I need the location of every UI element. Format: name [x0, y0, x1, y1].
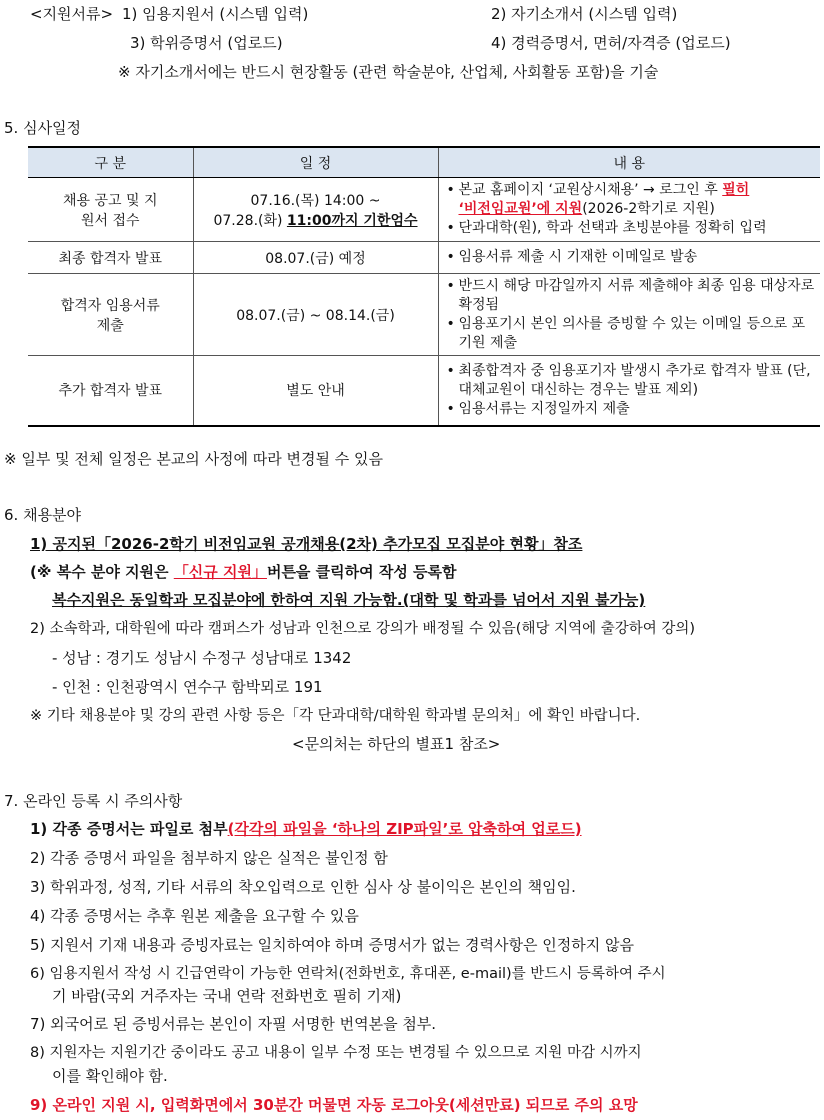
row-content: • 본교 홈페이지 ‘교원상시채용’ → 로그인 후 필히 ‘비전임교원’에 지원(2026-2학기로 지원) • 단과대학(원), 학과 선택과 초빙분야를 정확히 입력: [438, 178, 820, 242]
section6-contact: <문의처는 하단의 별표1 참조>: [292, 735, 501, 753]
row-category: 추가 합격자 발표: [28, 356, 193, 426]
section6-incheon: - 인천 : 인천광역시 연수구 함박뫼로 191: [52, 678, 323, 696]
row-content: • 반드시 해당 마감일까지 서류 제출해야 최종 임용 대상자로 확정됨 • 임용포기시 본인 의사를 증빙할 수 있는 이메일 등으로 포기원 제출: [438, 274, 820, 356]
row-content: • 최종합격자 중 임용포기자 발생시 추가로 합격자 발표 (단, 대체교원이 대신하는 경우는 발표 제외) • 임용서류는 지정일까지 제출: [438, 356, 820, 426]
section7-item-4: 4) 각종 증명서는 추후 원본 제출을 요구할 수 있음: [30, 907, 359, 925]
section7-item-2: 2) 각종 증명서 파일을 첨부하지 않은 실적은 불인정 함: [30, 849, 388, 867]
row-category: 채용 공고 및 지원서 접수: [28, 178, 193, 242]
schedule-header-row: [28, 147, 820, 178]
table-row: [28, 178, 820, 242]
section6-item-2: 2) 소속학과, 대학원에 따라 캠퍼스가 성남과 인천으로 강의가 배정될 수 있음(해당 지역에 출강하여 강의): [30, 621, 696, 637]
header-schedule: 일 정: [193, 147, 438, 178]
section7-item-8a: 8) 지원자는 지원기간 중이라도 공고 내용이 일부 수정 또는 변경될 수 있으므로 지원 마감 시까지: [30, 1045, 642, 1061]
docs-note: ※ 자기소개서에는 반드시 현장활동 (관련 학술분야, 산업체, 사회활동 포함)을 기술: [118, 63, 659, 81]
section7-item-3: 3) 학위과정, 성적, 기타 서류의 착오입력으로 인한 심사 상 불이익은 본인의 책임임.: [30, 878, 576, 896]
section7-item-1: 1) 각종 증명서는 파일로 첨부(각각의 파일을 ‘하나의 ZIP파일’로 압축하여 업로드): [30, 820, 582, 838]
section7-title: 7. 온라인 등록 시 주의사항: [4, 792, 183, 810]
section6-item-1c: 복수지원은 동일학과 모집분야에 한하여 지원 가능함.(대학 및 학과를 넘어서 지원 불가능): [52, 591, 646, 609]
section7-item-6b: 기 바람(국외 거주자는 국내 연락 전화번호 필히 기재): [52, 987, 402, 1005]
row-schedule: 별도 안내: [193, 356, 438, 426]
table-row: [28, 274, 820, 356]
row-category: 최종 합격자 발표: [28, 242, 193, 274]
row-schedule: 07.16.(목) 14:00 ~ 07.28.(화) 11:00까지 기한엄수: [193, 178, 438, 242]
section7-item-8b: 이를 확인해야 함.: [52, 1067, 168, 1085]
section6-note: ※ 기타 채용분야 및 강의 관련 사항 등은「각 단과대학/대학원 학과별 문의처」에 확인 바랍니다.: [30, 708, 641, 724]
section6-title: 6. 채용분야: [4, 506, 82, 524]
table-row: [28, 356, 820, 426]
section7-item-6a: 6) 임용지원서 작성 시 긴급연락이 가능한 연락처(전화번호, 휴대폰, e-mail)를 반드시 등록하여 주시: [30, 966, 666, 982]
schedule-table: [28, 146, 820, 427]
row-category: 합격자 임용서류 제출: [28, 274, 193, 356]
docs-item-3: 3) 학위증명서 (업로드): [130, 34, 283, 52]
row-schedule: 08.07.(금) ~ 08.14.(금): [193, 274, 438, 356]
docs-item-1: 1) 임용지원서 (시스템 입력): [122, 5, 309, 23]
section7-item-9: 9) 온라인 지원 시, 입력화면에서 30분간 머물면 자동 로그아웃(세션만료) 되므로 주의 요망: [30, 1096, 638, 1114]
section7-item-7: 7) 외국어로 된 증빙서류는 본인이 자필 서명한 번역본을 첨부.: [30, 1015, 437, 1033]
docs-prefix: <지원서류>: [30, 5, 114, 23]
section6-item-1b: (※ 복수 분야 지원은 「신규 지원」버튼을 클릭하여 작성 등록함: [30, 563, 457, 581]
row-content: • 임용서류 제출 시 기재한 이메일로 발송: [438, 242, 820, 274]
table-row: [28, 242, 820, 274]
header-content: 내 용: [438, 147, 820, 178]
section5-title: 5. 심사일정: [4, 119, 82, 137]
section6-seongnam: - 성남 : 경기도 성남시 수정구 성남대로 1342: [52, 649, 352, 667]
section5-note: ※ 일부 및 전체 일정은 본교의 사정에 따라 변경될 수 있음: [4, 450, 384, 468]
section6-item-1: 1) 공지된「2026-2학기 비전임교원 공개채용(2차) 추가모집 모집분야 현황」참조: [30, 535, 583, 553]
header-category: 구 분: [28, 147, 193, 178]
section7-item-5: 5) 지원서 기재 내용과 증빙자료는 일치하여야 하며 증명서가 없는 경력사항은 인정하지 않음: [30, 936, 634, 954]
docs-item-4: 4) 경력증명서, 면허/자격증 (업로드): [491, 34, 731, 52]
docs-item-2: 2) 자기소개서 (시스템 입력): [491, 5, 678, 23]
row-schedule: 08.07.(금) 예정: [193, 242, 438, 274]
